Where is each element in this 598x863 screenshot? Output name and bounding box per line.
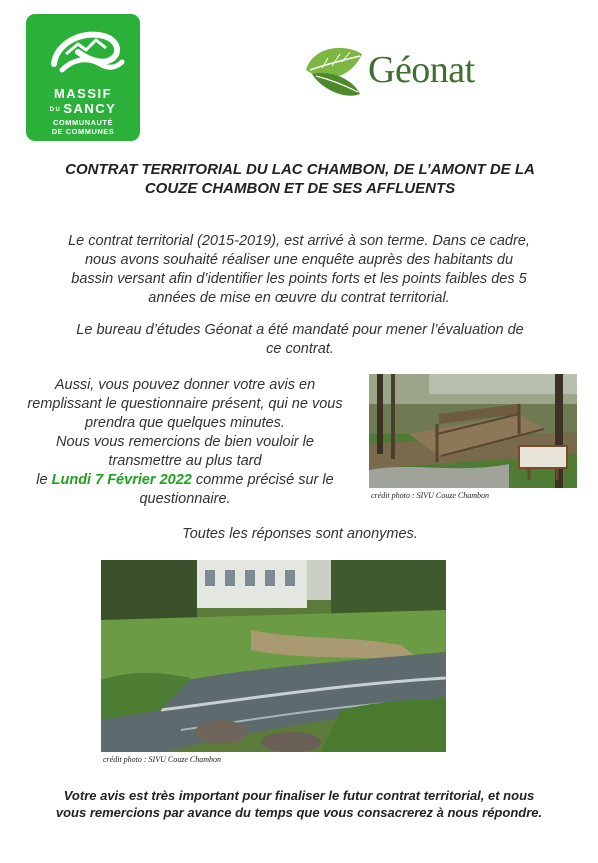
footbridge-photo [369, 374, 577, 488]
logo-text-sancy: DU SANCY [49, 101, 117, 116]
closing-message: Votre avis est très important pour finaliser le futur contrat territorial, et nous vous remercions par avance du temps que vous consacrerez à nous répondre. [55, 788, 543, 820]
stream-photo [101, 560, 446, 752]
anonymous-note: Toutes les réponses sont anonymes. [182, 526, 418, 542]
mountain-swirl-icon [26, 14, 140, 86]
questionnaire-paragraph: Aussi, vous pouvez donner votre avis en remplissant le questionnaire présent, qui ne vous prendra que quelques minutes. Nous vous remercions de bien vouloir le transmettre au plus tard le Lundi 7 Février 2022 comme précisé sur le questionnaire. [27, 377, 343, 507]
logo-text-massif: MASSIF [53, 86, 113, 101]
geonat-logo [302, 40, 512, 102]
leaf-icon [302, 40, 364, 102]
mandate-paragraph: Le bureau d’études Géonat a été mandaté pour mener l’évaluation de ce contrat. [76, 322, 524, 357]
deadline-date: Lundi 7 Février 2022 [51, 472, 192, 488]
page-title: CONTRAT TERRITORIAL DU LAC CHAMBON, DE L’AMONT DE LA COUZE CHAMBON ET DE SES AFFLUENTS [65, 161, 535, 197]
geonat-wordmark: Géonat [368, 49, 475, 91]
intro-paragraph: Le contrat territorial (2015-2019), est arrivé à son terme. Dans ce cadre, nous avons souhaité réaliser une enquête auprès des habitants du bassin versant afin d’identifier les points forts et les points faibles des 5 années de mise en œuvre du contrat territorial. [68, 233, 530, 306]
logo-text-communaute: COMMUNAUTÉ DE COMMUNES [51, 118, 115, 136]
massif-du-sancy-logo [26, 14, 140, 141]
photo-credit: crédit photo : SIVU Couze Chambon [103, 755, 221, 764]
photo-credit: crédit photo : SIVU Couze Chambon [371, 491, 489, 500]
